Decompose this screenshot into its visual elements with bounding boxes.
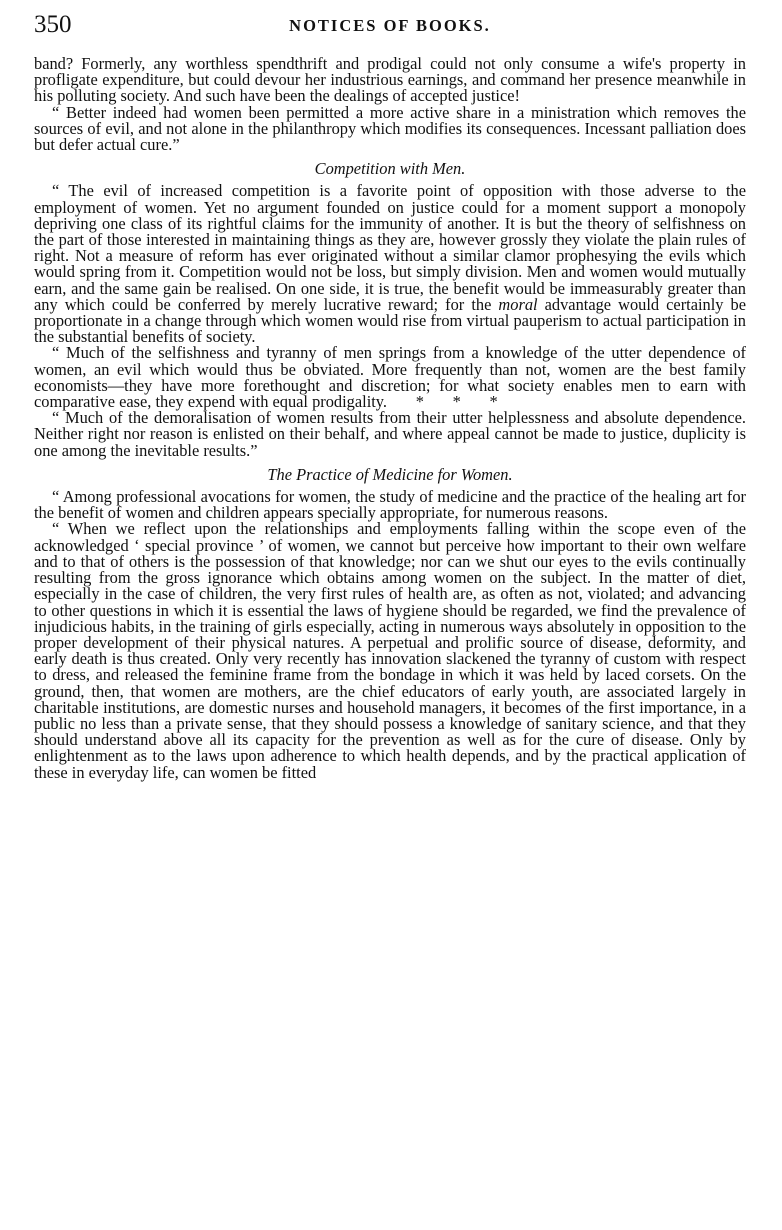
section-heading-competition: Competition with Men. bbox=[314, 159, 466, 179]
paragraph-text: “ Much of the selfishness and tyranny of men springs from a knowledge of the utter dependence of women, an evil which would thus be obviated. More frequently than not, women are the best family economists—they have more forethought and discretion; for what society enables men to earn with comparative ease, they expend with equal prodigality. bbox=[34, 343, 746, 412]
running-head: NOTICES OF BOOKS. bbox=[289, 16, 491, 35]
paragraph-avocations: “ Among professional avocations for women, the study of medicine and the practice of the healing art for the benefit of women and children appears specially appropriate, for numerous reasons. bbox=[34, 487, 746, 523]
paragraph-continuation: band? Formerly, any worthless spendthrift and prodigal could not only consume a wife's property in profligate expenditure, but could devour her industrious earnings, and command her presence meanwhile in his polluting society. And such have been the dealings of accepted justice! bbox=[34, 54, 746, 106]
paragraph-text: “ The evil of increased competition is a favorite point of opposition with those adverse to the employment of women. Yet no argument founded on justice could for a moment support a monopoly depriving one class of its rightful claims for the immunity of another. It is but the theory of selfishness on the part of those interested in maintaining things as they are, however grossly they violate the plain rules of right. Not a measure of reform has ever originated without a similar clamor prophesying the evils which would spring from it. Competition would not be loss, but simply division. Men and women would mutually earn, and the same gain be realised. On one side, it is true, the benefit would be immeasurably greater than any which could be conferred by merely lucrative reward; for the bbox=[34, 181, 746, 314]
paragraph-text: advantage would certainly be proportionate in a change through which women would rise from virtual pauperism to actual participation in the substantial benefits of society. bbox=[34, 294, 747, 347]
page-number: 350 bbox=[34, 11, 72, 38]
book-page bbox=[34, 10, 746, 781]
section-heading-medicine: The Practice of Medicine for Women. bbox=[267, 464, 513, 484]
paragraph-demoralisation: “ Much of the demoralisation of women results from their utter helplessness and absolute dependence. Neither right nor reason is enlisted on their behalf, and where appeal cannot be made to justice, duplicity is one among the inevitable results.” bbox=[34, 408, 746, 460]
emphasis-moral: moral bbox=[498, 294, 538, 314]
ellipsis-stars: * * * bbox=[387, 392, 498, 412]
paragraph-selfishness bbox=[34, 345, 746, 410]
paragraph-reflect: “ When we reflect upon the relationships and employments falling within the scope even of the acknowledged ‘ special province ’ of women, we cannot but perceive how important to their own welfare and to that of others is the possession of that knowledge; nor can we shut our eyes to the evils continually resulting from the gross ignorance which obtains among women on the subject. In the matter of diet, especially in the case of children, the very first rules of health are, as often as not, violated; and advancing to other questions in which it is essential the laws of hygiene should be regarded, we find the prevalence of injudicious habits, in the training of girls especially, acting in numerous ways absolutely in opposition to the proper development of their physical natures. A perpetual and prolific source of disease, deformity, and early death is thus created. Only very recently has innovation slackened the tyranny of custom with respect to dress, and released the feminine frame from the bondage in which it was held by laced corsets. On the ground, then, that women are mothers, are the chief educators of early youth, are associated largely in charitable institutions, are domestic nurses and household managers, it becomes of the first importance, in a public no less than a private sense, that they should possess a knowledge of sanitary science, and that they should understand above all its capacity for the prevention as well as for the cure of disease. Only by enlightenment as to the laws upon adherence to which health depends, and by the practical application of these in everyday life, can women be fitted bbox=[34, 519, 746, 782]
paragraph-quote: “ Better indeed had women been permitted a more active share in a ministration which removes the sources of evil, and not alone in the philanthropy which modifies its consequences. Incessant palliation does but defer actual cure.” bbox=[34, 102, 746, 155]
page-header bbox=[34, 10, 746, 40]
body-text bbox=[34, 56, 746, 781]
paragraph-competition bbox=[34, 183, 746, 345]
